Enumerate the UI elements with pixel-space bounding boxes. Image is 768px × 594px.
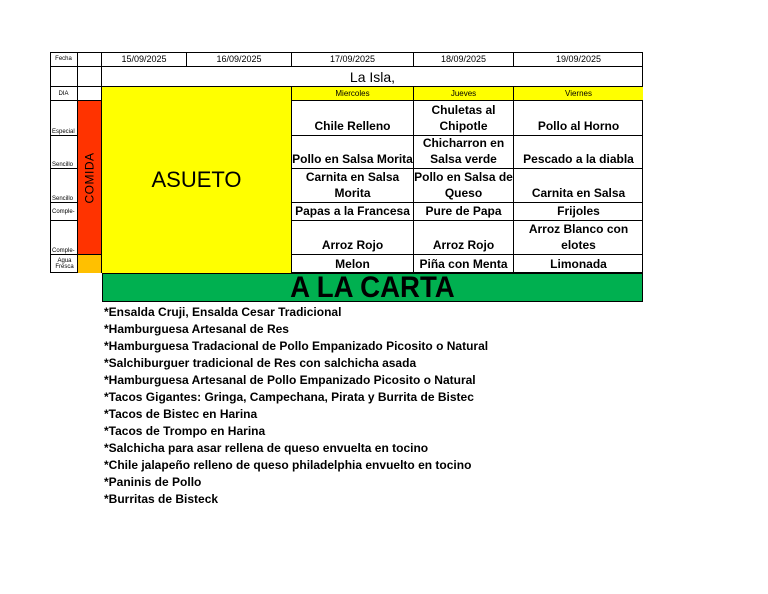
carta-item: *Salchiburguer tradicional de Res con salchicha asada (104, 356, 417, 370)
carta-item: *Tacos Gigantes: Gringa, Campechana, Pirata y Burrita de Bistec (104, 390, 474, 404)
carta-item: *Hamburguesa Artesanal de Res (104, 322, 289, 336)
date-2: 16/09/2025 (187, 52, 292, 67)
row-label-sencillo-1: Sencillo (50, 136, 78, 169)
row-label-complemento-1: Comple- (50, 203, 78, 221)
fecha-spacer (78, 52, 102, 67)
dish-miercoles-agua: Melon (292, 255, 414, 273)
dish-viernes-agua: Limonada (550, 257, 607, 271)
dish-jueves-complemento-1: Pure de Papa (414, 203, 514, 221)
dish-miercoles-sencillo-1: Pollo en Salsa Morita (292, 136, 414, 169)
comida-band (78, 101, 102, 255)
carta-list (104, 304, 488, 508)
carta-item: *Chile jalapeño relleno de queso philadelphia envuelto en tocino (104, 458, 472, 472)
carta-item: *Paninis de Pollo (104, 475, 202, 489)
carta-item: *Salchicha para asar rellena de queso envuelta en tocino (104, 441, 429, 455)
carta-item: *Hamburguesa Tradacional de Pollo Empanizado Picosito o Natural (104, 339, 489, 353)
place-spacer-mid (78, 67, 102, 87)
day-jueves: Jueves (414, 87, 514, 101)
carta-item: *Hamburguesa Artesanal de Pollo Empanizado Picosito o Natural (104, 373, 476, 387)
date-3: 17/09/2025 (292, 52, 414, 67)
carta-title: A LA CARTA (290, 273, 455, 302)
dish-jueves-especial: Chuletas al Chipotle (414, 101, 514, 136)
row-label-especial: Especial (50, 101, 78, 136)
carta-item: *Burritas de Bisteck (104, 492, 219, 506)
carta-item: *Tacos de Trompo en Harina (104, 424, 266, 438)
dia-spacer (78, 87, 102, 101)
dia-label: DIA (50, 87, 78, 101)
dish-jueves-sencillo-2: Pollo en Salsa de Queso (414, 169, 514, 203)
dish-viernes-complemento-1: Frijoles (514, 203, 643, 221)
carta-item: *Tacos de Bistec en Harina (104, 407, 258, 421)
dish-viernes-especial: Pollo al Horno (514, 101, 643, 136)
date-4: 18/09/2025 (414, 52, 514, 67)
date-1: 15/09/2025 (102, 52, 187, 67)
agua-fresca-swatch (78, 255, 102, 273)
date-5: 19/09/2025 (514, 52, 643, 67)
place-name: La Isla, (102, 67, 643, 87)
comida-label: COMIDA (82, 152, 97, 203)
dish-viernes-complemento-2: Arroz Blanco con elotes (514, 221, 643, 255)
dish-jueves-agua: Piña con Menta (414, 255, 514, 273)
fecha-label: Fecha (50, 52, 78, 67)
holiday-block (102, 87, 292, 273)
dish-miercoles-complemento-2: Arroz Rojo (292, 221, 414, 255)
row-label-complemento-2: Comple- (50, 221, 78, 255)
dish-viernes-sencillo-1: Pescado a la diabla (514, 136, 643, 169)
dish-jueves-sencillo-1: Chicharron en Salsa verde (414, 136, 514, 169)
day-viernes: Viernes (514, 87, 643, 101)
dish-miercoles-complemento-1: Papas a la Francesa (292, 203, 414, 221)
dish-viernes-sencillo-2: Carnita en Salsa (514, 169, 643, 203)
place-spacer-left (50, 67, 78, 87)
day-miercoles: Miercoles (292, 87, 414, 101)
carta-item: *Ensalda Cruji, Ensalda Cesar Tradicional (104, 305, 342, 319)
row-label-agua-fresca: Agua Fresca (50, 255, 78, 273)
dish-jueves-complemento-2: Arroz Rojo (414, 221, 514, 255)
dish-miercoles-especial: Chile Relleno (292, 101, 414, 136)
carta-banner (102, 273, 643, 302)
row-label-sencillo-2: Sencillo (50, 169, 78, 203)
holiday-label: ASUETO (151, 167, 242, 192)
dish-miercoles-sencillo-2: Carnita en Salsa Morita (292, 169, 414, 203)
